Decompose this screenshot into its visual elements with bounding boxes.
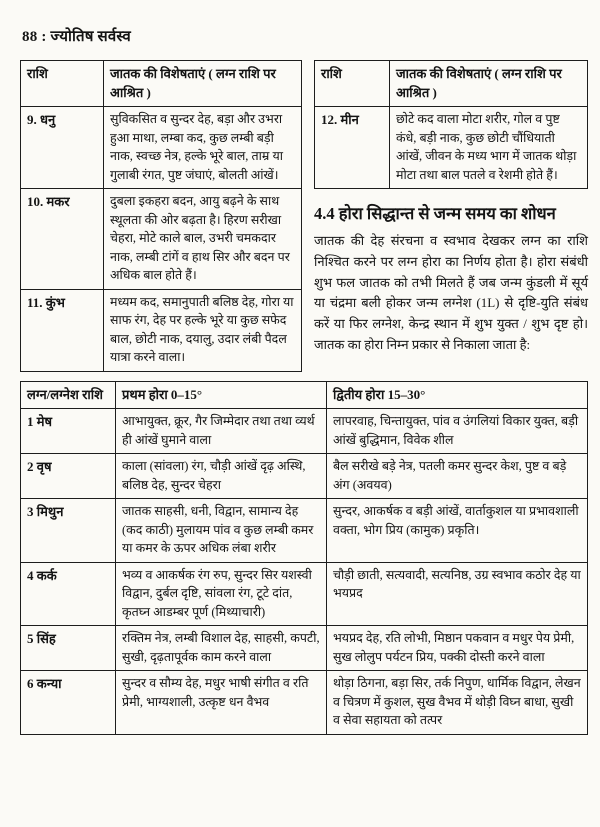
table-row [21,189,302,290]
rashi-table-left [20,60,302,372]
rashi-name: 10. मकर [21,189,104,290]
right-column [314,60,588,356]
rashi-description: छोटे कद वाला मोटा शरीर, गोल व पुष्ट कंधे, बड़ी नाक, कुछ छोटी चौंधियाती आंखें, जीवन के मध्य भाग में जातक थोड़ा मोटा तथा बाल पतले व रेशमी होते हैं। [390,107,588,189]
table-row [315,107,588,189]
table-row [21,626,588,671]
rashi-description: मध्यम कद, समानुपाती बलिष्ठ देह, गोरा या साफ रंग, देह पर हल्के भूरे या कुछ सफेद बाल, छोटी नाक, दयालु, उदार लंबी पैदल यात्रा करने वाला। [104,289,302,371]
rashi-name: 6 कन्या [21,671,116,735]
rashi-name: 1 मेष [21,409,116,454]
table-row [21,671,588,735]
rashi-name: 12. मीन [315,107,390,189]
section-heading: 4.4 होरा सिद्धान्त से जन्म समय का शोधन [314,204,556,224]
table-header-row [21,61,302,107]
second-hora-description: सुन्दर, आकर्षक व बड़ी आंखें, वार्ताकुशल या प्रभावशाली वक्ता, भोग प्रिय (कामुक) प्रकृति। [327,499,588,563]
table-row [21,409,588,454]
rashi-description: दुबला इकहरा बदन, आयु बढ़ने के साथ स्थूलता की ओर बढ़ता है। हिरण सरीखा चेहरा, मोटे काले बाल, उभरी चमकदार नाक, लम्बी टांगें व हाथ सिर और बदन पर अधिक बाल होते हैं। [104,189,302,290]
column-header-traits: जातक की विशेषताएं ( लग्न राशि पर आश्रित ) [390,61,588,107]
first-hora-description: रक्तिम नेत्र, लम्बी विशाल देह, साहसी, कपटी, सुखी, दृढ़तापूर्वक काम करने वाला [116,626,327,671]
rashi-name: 5 सिंह [21,626,116,671]
rashi-name: 11. कुंभ [21,289,104,371]
rashi-name: 4 कर्क [21,562,116,626]
first-hora-description: भव्य व आकर्षक रंग रुप, सुन्दर सिर यशस्वी विद्वान, दुर्बल दृष्टि, सांवला रंग, टूटे दांत, कृतघ्न आडम्बर पूर्ण (मिथ्याचारी) [116,562,327,626]
column-header-rashi: राशि [315,61,390,107]
first-hora-description: जातक साहसी, धनी, विद्वान, सामान्य देह (कद काठी) मुलायम पांव व कुछ लम्बी कमर या कमर के ऊपर अधिक लंबा शरीर [116,499,327,563]
rashi-table-left-wrap [20,60,302,372]
rashi-name: 9. धनु [21,107,104,189]
rashi-name: 2 वृष [21,454,116,499]
table-row [21,562,588,626]
rashi-description: सुविकसित व सुन्दर देह, बड़ा और उभरा हुआ माथा, लम्बा कद, कुछ लम्बी बड़ी नाक, स्वच्छ नेत्र, हल्के भूरे बाल, ताम्र या गुलाबी रंगत, पुष्ट जंघाएं, बोलती आंखें। [104,107,302,189]
column-header-rashi: राशि [21,61,104,107]
hora-table-wrap [20,381,588,735]
second-hora-description: बैल सरीखे बड़े नेत्र, पतली कमर सुन्दर केश, पुष्ट व बड़े अंग (अवयव) [327,454,588,499]
table-row [21,499,588,563]
top-two-column-zone [20,60,588,372]
first-hora-description: काला (सांवला) रंग, चौड़ी आंखें दृढ़ अस्थि, बलिष्ठ देह, सुन्दर चेहरा [116,454,327,499]
page-header: 88 : ज्योतिष सर्वस्व [22,29,131,45]
second-hora-description: चौड़ी छाती, सत्यवादी, सत्यनिष्ठ, उग्र स्वभाव कठोर देह या भयप्रद [327,562,588,626]
first-hora-description: सुन्दर व सौम्य देह, मधुर भाषी संगीत व रति प्रेमी, भाग्यशाली, उत्कृष्ट धन वैभव [116,671,327,735]
rashi-name: 3 मिथुन [21,499,116,563]
column-header-first-hora: प्रथम होरा 0–15° [116,381,327,408]
section-paragraph: जातक की देह संरचना व स्वभाव देखकर लग्न का राशि निश्चित करने पर लग्न होरा का निर्णय होता है। होरा संबंधी शुभ फल जातक को तभी मिलते हैं जब जन्म कुंडली में सूर्य या चंद्रमा बली होकर जन्म लग्नेश (1L) से दृष्टि-युति संबंध करें या फिर लग्नेश, केन्द्र स्थान में शुभ युक्त / शुभ दृष्ट हो। जातक का होरा निम्न प्रकार से निकाला जाता है: [314,232,588,352]
column-header-traits: जातक की विशेषताएं ( लग्न राशि पर आश्रित ) [104,61,302,107]
second-hora-description: लापरवाह, चिन्तायुक्त, पांव व उंगलियां विकार युक्त, बड़ी आंखें बुद्धिमान, विवेक शील [327,409,588,454]
second-hora-description: भयप्रद देह, रति लोभी, मिष्ठान पकवान व मधुर पेय प्रेमी, सुख लोलुप पर्यटन प्रिय, पक्की दोस्ती करने वाला [327,626,588,671]
second-hora-description: थोड़ा ठिगना, बड़ा सिर, तर्क निपुण, धार्मिक विद्वान, लेखन व चित्रण में कुशल, सुख वैभव में थोड़ी विघ्न बाधा, सुखी व सेवा सहायता को तत्पर [327,671,588,735]
rashi-table-right [314,60,588,189]
table-header-row [315,61,588,107]
table-header-row [21,381,588,408]
table-row [21,454,588,499]
table-row [21,107,302,189]
hora-table [20,381,588,735]
column-header-second-hora: द्वितीय होरा 15–30° [327,381,588,408]
table-row [21,289,302,371]
first-hora-description: आभायुक्त, क्रूर, गैर जिम्मेदार तथा तथा व्यर्थ ही आंखें घुमाने वाला [116,409,327,454]
column-header-lagna-rashi: लग्न/लग्नेश राशि [21,381,116,408]
